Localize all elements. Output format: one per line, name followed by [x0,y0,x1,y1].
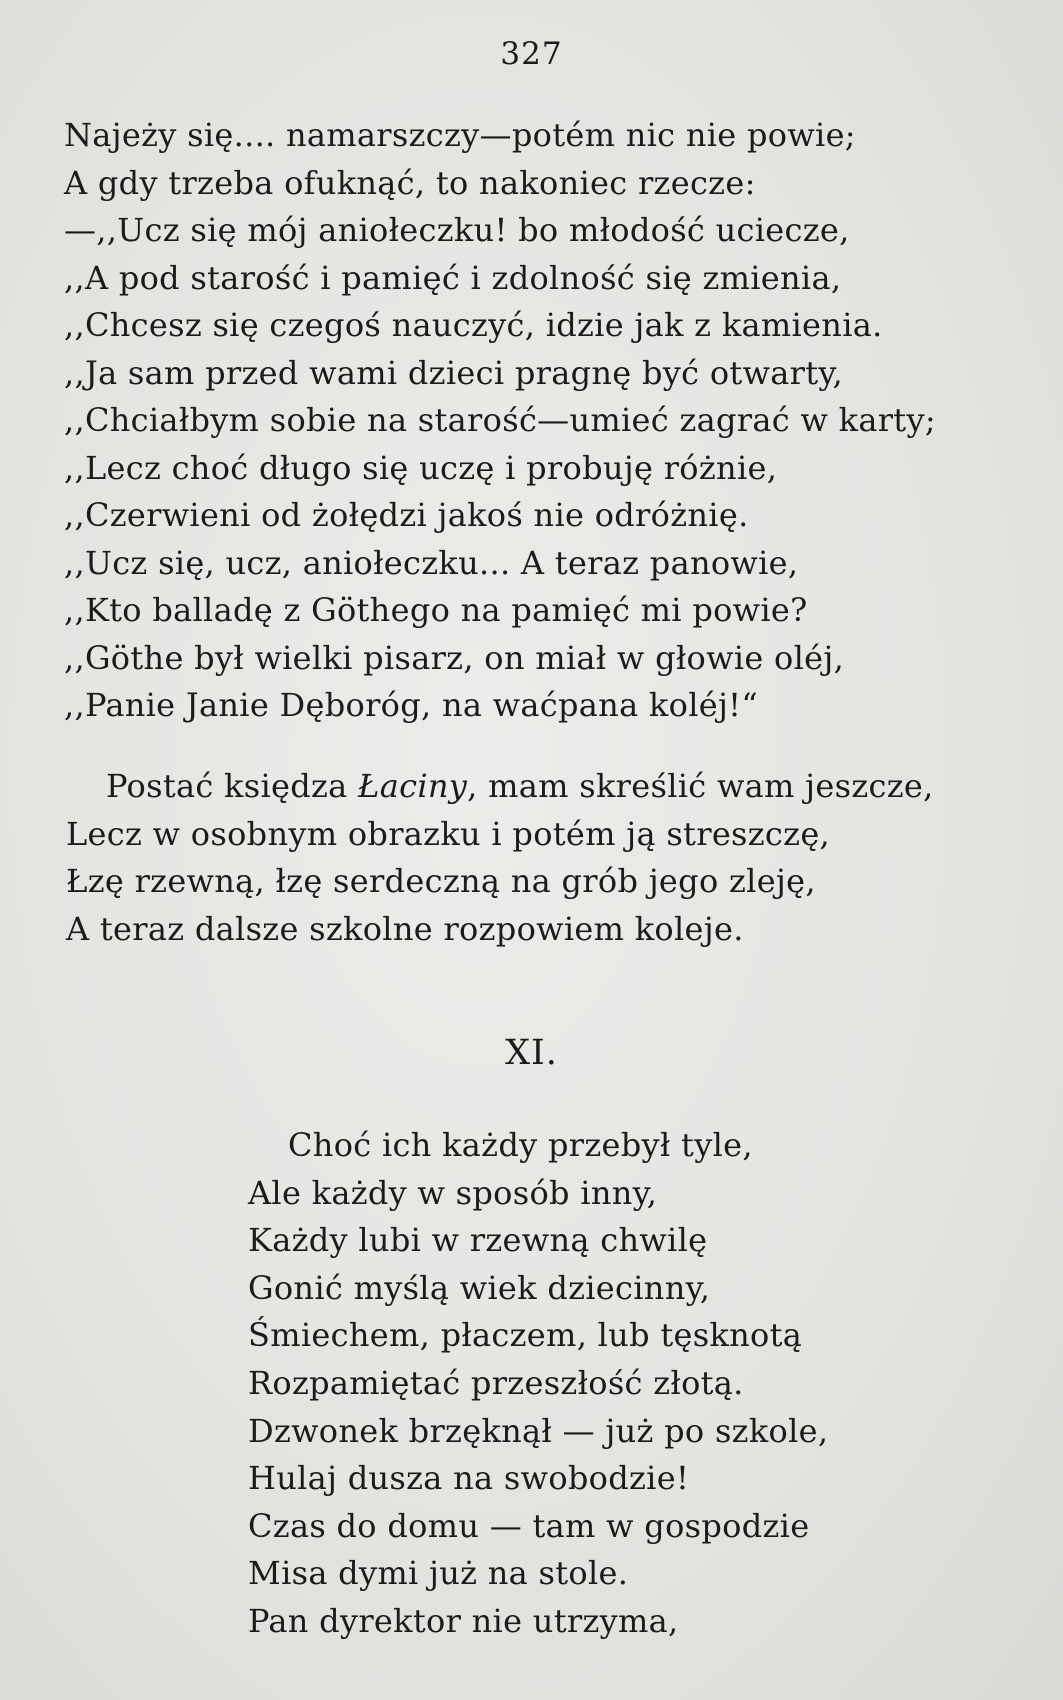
verse-line: Misa dymi już na stole. [248,1554,629,1593]
verse-stanza-1 [64,112,954,730]
verse-line: Łzę rzewną, łzę serdeczną na grób jego zleję, [66,862,816,900]
verse-stanza-2 [66,763,946,953]
page-number: 327 [500,36,563,72]
verse-line: Choć ich każdy przebył tyle, [288,1126,753,1164]
verse-text: Postać księdza [106,767,359,805]
verse-line: Każdy lubi w rzewną chwilę [248,1221,708,1260]
verse-line: Śmiechem, płaczem, lub tęsknotą [248,1316,803,1355]
verse-line: ,,Panie Janie Dęboróg, na waćpana koléj!“ [64,686,759,724]
verse-line [66,763,946,811]
verse-line: ,,Göthe był wielki pisarz, on miał w głowie oléj, [64,638,845,677]
verse-line: A teraz dalsze szkolne rozpowiem koleje. [66,909,744,948]
verse-line: Pan dyrektor nie utrzyma, [248,1601,679,1640]
verse-line: Hulaj dusza na swobodzie! [248,1459,690,1498]
verse-line: ,,Ucz się, ucz, aniołeczku... A teraz panowie, [64,543,799,582]
verse-text: , mam skreślić wam jeszcze, [467,767,934,805]
verse-line: Najeży się.... namarszczy—potém nic nie powie; [64,116,856,154]
verse-line: A gdy trzeba ofuknąć, to nakoniec rzecze: [64,163,756,202]
verse-line: ,,A pod starość i pamięć i zdolność się zmienia, [64,258,842,297]
verse-line: ,,Czerwieni od żołędzi jakoś nie odróżnię. [64,496,749,534]
verse-line: Rozpamiętać przeszłość złotą. [248,1363,744,1402]
verse-line: ,,Kto balladę z Göthego na pamięć mi powie? [64,591,808,629]
chapter-heading: XI. [505,1033,558,1073]
verse-line: Dzwonek brzęknął — już po szkole, [248,1411,829,1450]
verse-line: Lecz w osobnym obrazku i potém ją streszczę, [66,814,831,853]
italic-name: Łaciny [358,767,468,805]
verse-line: Ale każdy w sposób inny, [248,1173,658,1212]
verse-stanza-3 [248,1122,898,1646]
verse-line: —,,Ucz się mój aniołeczku! bo młodość uciecze, [64,211,850,249]
verse-line: Czas do domu — tam w gospodzie [248,1506,810,1545]
verse-line: ,,Lecz choć długo się uczę i probuję różnie, [64,448,778,487]
verse-line: ,,Chciałbym sobie na starość—umieć zagrać w karty; [64,401,936,439]
verse-line: ,,Ja sam przed wami dzieci pragnę być otwarty, [64,353,844,392]
verse-line: ,,Chcesz się czegoś nauczyć, idzie jak z kamienia. [64,306,883,344]
verse-line: Gonić myślą wiek dziecinny, [248,1268,711,1307]
